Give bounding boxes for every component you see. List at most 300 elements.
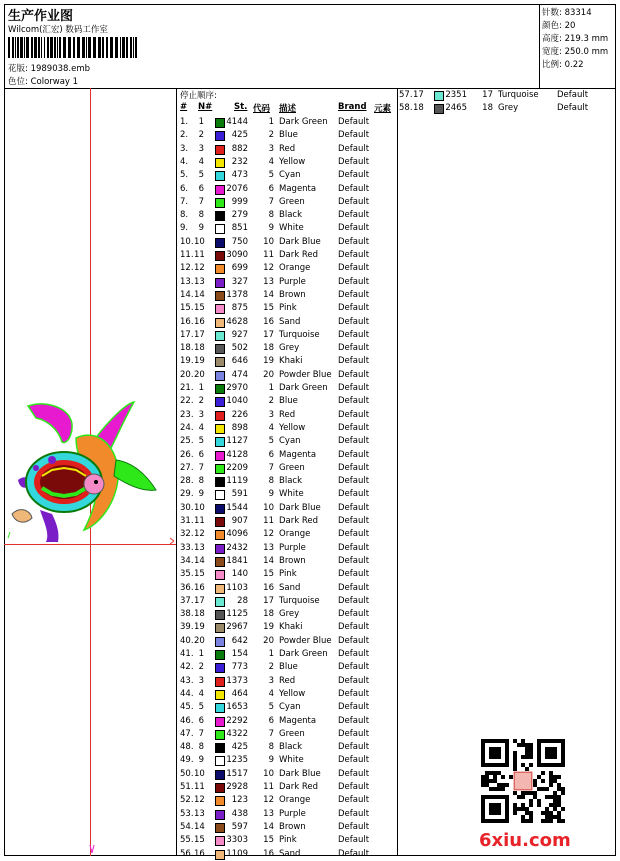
qr-cell (489, 751, 493, 755)
color-swatch (215, 597, 225, 607)
qr-cell (529, 811, 533, 815)
color-swatch (215, 810, 225, 820)
row-brand: Default (338, 609, 370, 620)
table-row (180, 289, 394, 302)
table-row (180, 595, 394, 608)
qr-cell (557, 811, 561, 815)
qr-cell (545, 811, 549, 815)
row-stitches: 642 (231, 635, 248, 646)
qr-cell (553, 815, 557, 819)
color-swatch (434, 104, 444, 114)
color-swatch (215, 211, 225, 221)
table-row (180, 435, 394, 448)
row-description: Cyan (279, 702, 301, 713)
qr-cell (513, 759, 517, 763)
row-stitches: 882 (231, 143, 248, 154)
row-description: Purple (279, 542, 306, 553)
row-stitches: 154 (231, 649, 248, 659)
row-index: 27. (180, 462, 194, 473)
row-index: 44. (180, 688, 194, 699)
table-row (180, 382, 394, 395)
qr-cell (553, 739, 557, 743)
barcode-bar (77, 37, 80, 58)
row-stitches: 875 (231, 303, 248, 314)
row-index: 11. (180, 250, 194, 260)
row-index: 9. (180, 223, 189, 234)
qr-cell (549, 771, 553, 775)
row-index: 10. (180, 236, 194, 247)
row-description: Turquoise (498, 90, 539, 100)
color-swatch (215, 357, 225, 367)
color-swatch (215, 796, 225, 806)
qr-cell (493, 755, 497, 759)
row-code: 12 (263, 529, 274, 540)
row-brand: Default (338, 808, 370, 819)
header-description: 描述 (279, 104, 297, 114)
info-label: 针数: (542, 8, 562, 18)
row-stitches: 2432 (226, 542, 248, 553)
qr-cell (537, 787, 541, 791)
qr-cell (537, 743, 541, 747)
row-code: 18 (263, 609, 274, 620)
row-needle: 12 (194, 795, 205, 806)
color-swatch (215, 690, 225, 700)
qr-cell (481, 779, 485, 783)
qr-cell (521, 791, 525, 795)
color-swatch (215, 850, 225, 860)
qr-cell (541, 819, 545, 823)
qr-cell (549, 739, 553, 743)
row-description: Magenta (279, 715, 317, 726)
row-index: 58. (399, 103, 413, 114)
row-needle: 13 (194, 808, 205, 819)
row-index: 47. (180, 728, 194, 739)
color-swatch (215, 291, 225, 301)
qr-cell (545, 807, 549, 811)
info-value: 219.3 mm (564, 34, 609, 44)
row-brand: Default (338, 516, 370, 526)
qr-cell (485, 779, 489, 783)
row-description: Powder Blue (279, 369, 332, 380)
qr-cell (553, 763, 557, 767)
row-brand: Default (338, 569, 370, 580)
row-brand: Default (338, 542, 370, 553)
row-index: 34. (180, 555, 194, 566)
row-stitches: 226 (231, 409, 248, 420)
barcode-bar (126, 37, 128, 58)
qr-cell (481, 795, 485, 799)
row-brand: Default (338, 688, 370, 699)
row-brand: Default (338, 821, 370, 832)
qr-cell (553, 755, 557, 759)
row-index: 30. (180, 502, 194, 513)
qr-cell (505, 803, 509, 807)
row-needle: 20 (194, 369, 205, 380)
qr-cell (521, 803, 525, 807)
row-needle: 1 (198, 383, 204, 393)
qr-cell (505, 743, 509, 747)
qr-cell (505, 751, 509, 755)
row-stitches: 1127 (226, 436, 248, 447)
color-swatch (215, 424, 225, 434)
row-code: 8 (268, 210, 274, 221)
qr-cell (533, 783, 537, 787)
row-index: 50. (180, 768, 194, 779)
qr-cell (489, 779, 493, 783)
row-stitches: 2209 (226, 462, 248, 473)
row-description: Dark Red (279, 250, 319, 260)
row-stitches: 3303 (226, 835, 248, 846)
qr-cell (497, 755, 501, 759)
row-code: 1 (268, 649, 274, 659)
row-stitches: 232 (231, 156, 248, 167)
qr-cell (521, 763, 525, 767)
qr-cell (489, 795, 493, 799)
row-code: 11 (263, 782, 274, 792)
row-stitches: 502 (231, 343, 248, 354)
qr-cell (485, 775, 489, 779)
qr-cell (489, 763, 493, 767)
row-description: Orange (279, 529, 311, 540)
table-row (180, 781, 394, 794)
color-swatch (215, 331, 225, 341)
row-brand: Default (338, 715, 370, 726)
qr-cell (505, 759, 509, 763)
color-swatch (215, 783, 225, 793)
info-label: 宽度: (542, 47, 562, 57)
qr-cell (553, 775, 557, 779)
qr-cell (493, 763, 497, 767)
qr-cell (493, 779, 497, 783)
qr-cell (549, 795, 553, 799)
row-description: Magenta (279, 183, 317, 194)
qr-cell (493, 775, 497, 779)
qr-cell (529, 747, 533, 751)
qr-cell (497, 783, 501, 787)
row-description: Khaki (279, 356, 303, 367)
row-stitches: 123 (231, 795, 248, 806)
color-swatch (215, 238, 225, 248)
row-brand: Default (338, 835, 370, 846)
row-code: 4 (268, 156, 274, 167)
qr-cell (529, 751, 533, 755)
page-title: 生产作业图 (8, 9, 74, 24)
row-code: 9 (268, 223, 274, 234)
row-code: 14 (263, 555, 274, 566)
row-index: 13. (180, 276, 194, 287)
row-description: Brown (279, 555, 306, 566)
table-row (180, 129, 394, 142)
row-description: Pink (279, 835, 297, 846)
row-needle: 6 (198, 449, 204, 460)
color-swatch (215, 570, 225, 580)
row-code: 3 (268, 143, 274, 154)
row-stitches: 438 (231, 808, 248, 819)
qr-cell (529, 815, 533, 819)
color-swatch (215, 703, 225, 713)
qr-cell (525, 747, 529, 751)
row-needle: 9 (198, 489, 204, 500)
color-swatch (215, 437, 225, 447)
row-brand: Default (338, 303, 370, 314)
table-row (180, 768, 394, 781)
row-description: Red (279, 409, 296, 420)
row-code: 13 (263, 808, 274, 819)
qr-cell (529, 799, 533, 803)
row-description: Cyan (279, 436, 301, 447)
table-row (180, 701, 394, 714)
qr-cell (517, 807, 521, 811)
color-swatch (215, 557, 225, 567)
barcode-icon (8, 37, 140, 58)
color-swatch (215, 145, 225, 155)
row-needle: 8 (198, 210, 204, 221)
qr-cell (549, 747, 553, 751)
table-row (180, 355, 394, 368)
row-needle: 15 (194, 835, 205, 846)
qr-cell (537, 759, 541, 763)
qr-cell (481, 815, 485, 819)
row-description: Blue (279, 662, 298, 673)
color-swatch (215, 118, 225, 128)
row-description: Turquoise (279, 329, 320, 340)
barcode-bar (120, 37, 121, 58)
row-needle: 18 (194, 343, 205, 354)
row-brand: Default (557, 90, 589, 100)
qr-cell (501, 739, 505, 743)
qr-cell (541, 739, 545, 743)
color-swatch (215, 756, 225, 766)
color-swatch (215, 743, 225, 753)
barcode-bar (47, 37, 49, 58)
qr-cell (517, 795, 521, 799)
color-swatch (215, 730, 225, 740)
row-needle: 11 (194, 782, 205, 792)
qr-cell (481, 747, 485, 751)
barcode-bar (44, 37, 45, 58)
qr-cell (525, 743, 529, 747)
row-stitches: 425 (231, 130, 248, 141)
row-index: 37. (180, 595, 194, 606)
row-index: 4. (180, 156, 189, 167)
color-swatch (215, 663, 225, 673)
row-code: 15 (263, 569, 274, 580)
table-row (180, 621, 394, 634)
qr-cell (549, 779, 553, 783)
table-row (180, 143, 394, 156)
row-code: 10 (263, 768, 274, 779)
qr-cell (557, 815, 561, 819)
qr-cell (513, 755, 517, 759)
row-code: 9 (268, 755, 274, 766)
table-row (180, 196, 394, 209)
qr-cell (493, 751, 497, 755)
table-row (180, 848, 394, 861)
table-row (399, 89, 613, 102)
qr-cell (489, 739, 493, 743)
qr-cell (557, 799, 561, 803)
qr-cell (481, 811, 485, 815)
qr-cell (481, 783, 485, 787)
header-element: 元素 (374, 104, 392, 114)
qr-cell (505, 807, 509, 811)
qr-cell (533, 795, 537, 799)
row-stitches: 4128 (226, 449, 248, 460)
row-brand: Default (338, 369, 370, 380)
row-brand: Default (338, 555, 370, 566)
row-needle: 2 (198, 662, 204, 673)
row-stitches: 907 (231, 516, 248, 526)
row-code: 11 (263, 250, 274, 260)
qr-cell (521, 819, 525, 823)
qr-cell (489, 819, 493, 823)
barcode-bar (8, 37, 10, 58)
row-code: 6 (268, 715, 274, 726)
qr-cell (501, 787, 505, 791)
row-description: Purple (279, 276, 306, 287)
row-brand: Default (338, 489, 370, 500)
qr-cell (493, 787, 497, 791)
qr-cell (505, 799, 509, 803)
row-stitches: 464 (231, 688, 248, 699)
row-description: Purple (279, 808, 306, 819)
row-description: Dark Blue (279, 502, 321, 513)
row-code: 6 (268, 183, 274, 194)
qr-cell (533, 779, 537, 783)
qr-cell (545, 795, 549, 799)
row-stitches: 1119 (226, 476, 248, 487)
row-index: 1. (180, 117, 189, 127)
barcode-bar (135, 37, 137, 58)
row-description: Black (279, 476, 302, 487)
row-brand: Default (338, 383, 370, 393)
header-needle: N# (198, 102, 213, 112)
qr-cell (537, 739, 541, 743)
row-brand: Default (338, 675, 370, 686)
row-index: 39. (180, 622, 194, 633)
row-needle: 7 (198, 196, 204, 207)
header-index: # (180, 102, 188, 112)
table-row (180, 342, 394, 355)
table-row (180, 528, 394, 541)
table-row (180, 635, 394, 648)
site-logo: 6xiu.com (479, 830, 571, 851)
row-brand: Default (338, 289, 370, 300)
table-row (180, 183, 394, 196)
qr-center-badge (514, 772, 532, 790)
qr-cell (497, 787, 501, 791)
row-brand: Default (338, 622, 370, 633)
qr-cell (541, 771, 545, 775)
row-description: Khaki (279, 622, 303, 633)
row-needle: 3 (198, 675, 204, 686)
row-code: 14 (263, 821, 274, 832)
qr-cell (497, 747, 501, 751)
row-description: Black (279, 742, 302, 753)
row-code: 7 (268, 462, 274, 473)
row-description: White (279, 223, 304, 234)
qr-cell (537, 803, 541, 807)
preview-divider (176, 88, 177, 856)
info-value: 250.0 mm (564, 47, 609, 57)
qr-cell (481, 739, 485, 743)
row-needle: 16 (194, 848, 205, 859)
row-needle: 17 (194, 329, 205, 340)
row-brand: Default (338, 582, 370, 593)
table-row (180, 542, 394, 555)
row-brand: Default (338, 795, 370, 806)
row-stitches: 773 (231, 662, 248, 673)
table-row (180, 169, 394, 182)
color-swatch (215, 517, 225, 527)
qr-cell (485, 771, 489, 775)
row-code: 4 (268, 688, 274, 699)
barcode-bar (98, 37, 101, 58)
row-brand: Default (338, 449, 370, 460)
qr-cell (485, 763, 489, 767)
row-stitches: 646 (231, 356, 248, 367)
row-description: Black (279, 210, 302, 221)
qr-cell (485, 819, 489, 823)
color-swatch (215, 637, 225, 647)
row-needle: 19 (194, 622, 205, 633)
row-needle: 6 (198, 183, 204, 194)
row-needle: 5 (198, 170, 204, 181)
table-row (180, 475, 394, 488)
row-code: 1 (268, 383, 274, 393)
row-stitches: 1103 (226, 582, 248, 593)
row-code: 3 (268, 675, 274, 686)
info-scale (542, 58, 584, 70)
stop-sequence-title: 停止顺序: (180, 91, 217, 101)
table-row (180, 555, 394, 568)
color-swatch (215, 650, 225, 660)
qr-cell (545, 739, 549, 743)
row-index: 38. (180, 609, 194, 620)
row-description: Green (279, 462, 305, 473)
row-description: Orange (279, 795, 311, 806)
qr-cell (561, 739, 565, 743)
row-brand: Default (338, 196, 370, 207)
qr-cell (525, 755, 529, 759)
row-brand: Default (338, 422, 370, 433)
qr-cell (557, 787, 561, 791)
barcode-bar (20, 37, 23, 58)
barcode-bar (34, 37, 37, 58)
table-row (180, 728, 394, 741)
qr-cell (481, 743, 485, 747)
color-swatch (215, 251, 225, 261)
row-index: 5. (180, 170, 189, 181)
qr-cell (505, 739, 509, 743)
qr-cell (513, 791, 517, 795)
row-needle: 10 (194, 236, 205, 247)
row-code: 12 (263, 795, 274, 806)
table-row (180, 222, 394, 235)
row-stitches: 2967 (226, 622, 248, 633)
table-row (180, 568, 394, 581)
row-index: 16. (180, 316, 194, 327)
row-stitches: 1653 (226, 702, 248, 713)
qr-cell (561, 755, 565, 759)
qr-cell (557, 775, 561, 779)
row-brand: Default (338, 649, 370, 659)
qr-cell (561, 819, 565, 823)
color-swatch (215, 158, 225, 168)
qr-cell (549, 819, 553, 823)
row-stitches: 473 (231, 170, 248, 181)
row-stitches: 140 (231, 569, 248, 580)
